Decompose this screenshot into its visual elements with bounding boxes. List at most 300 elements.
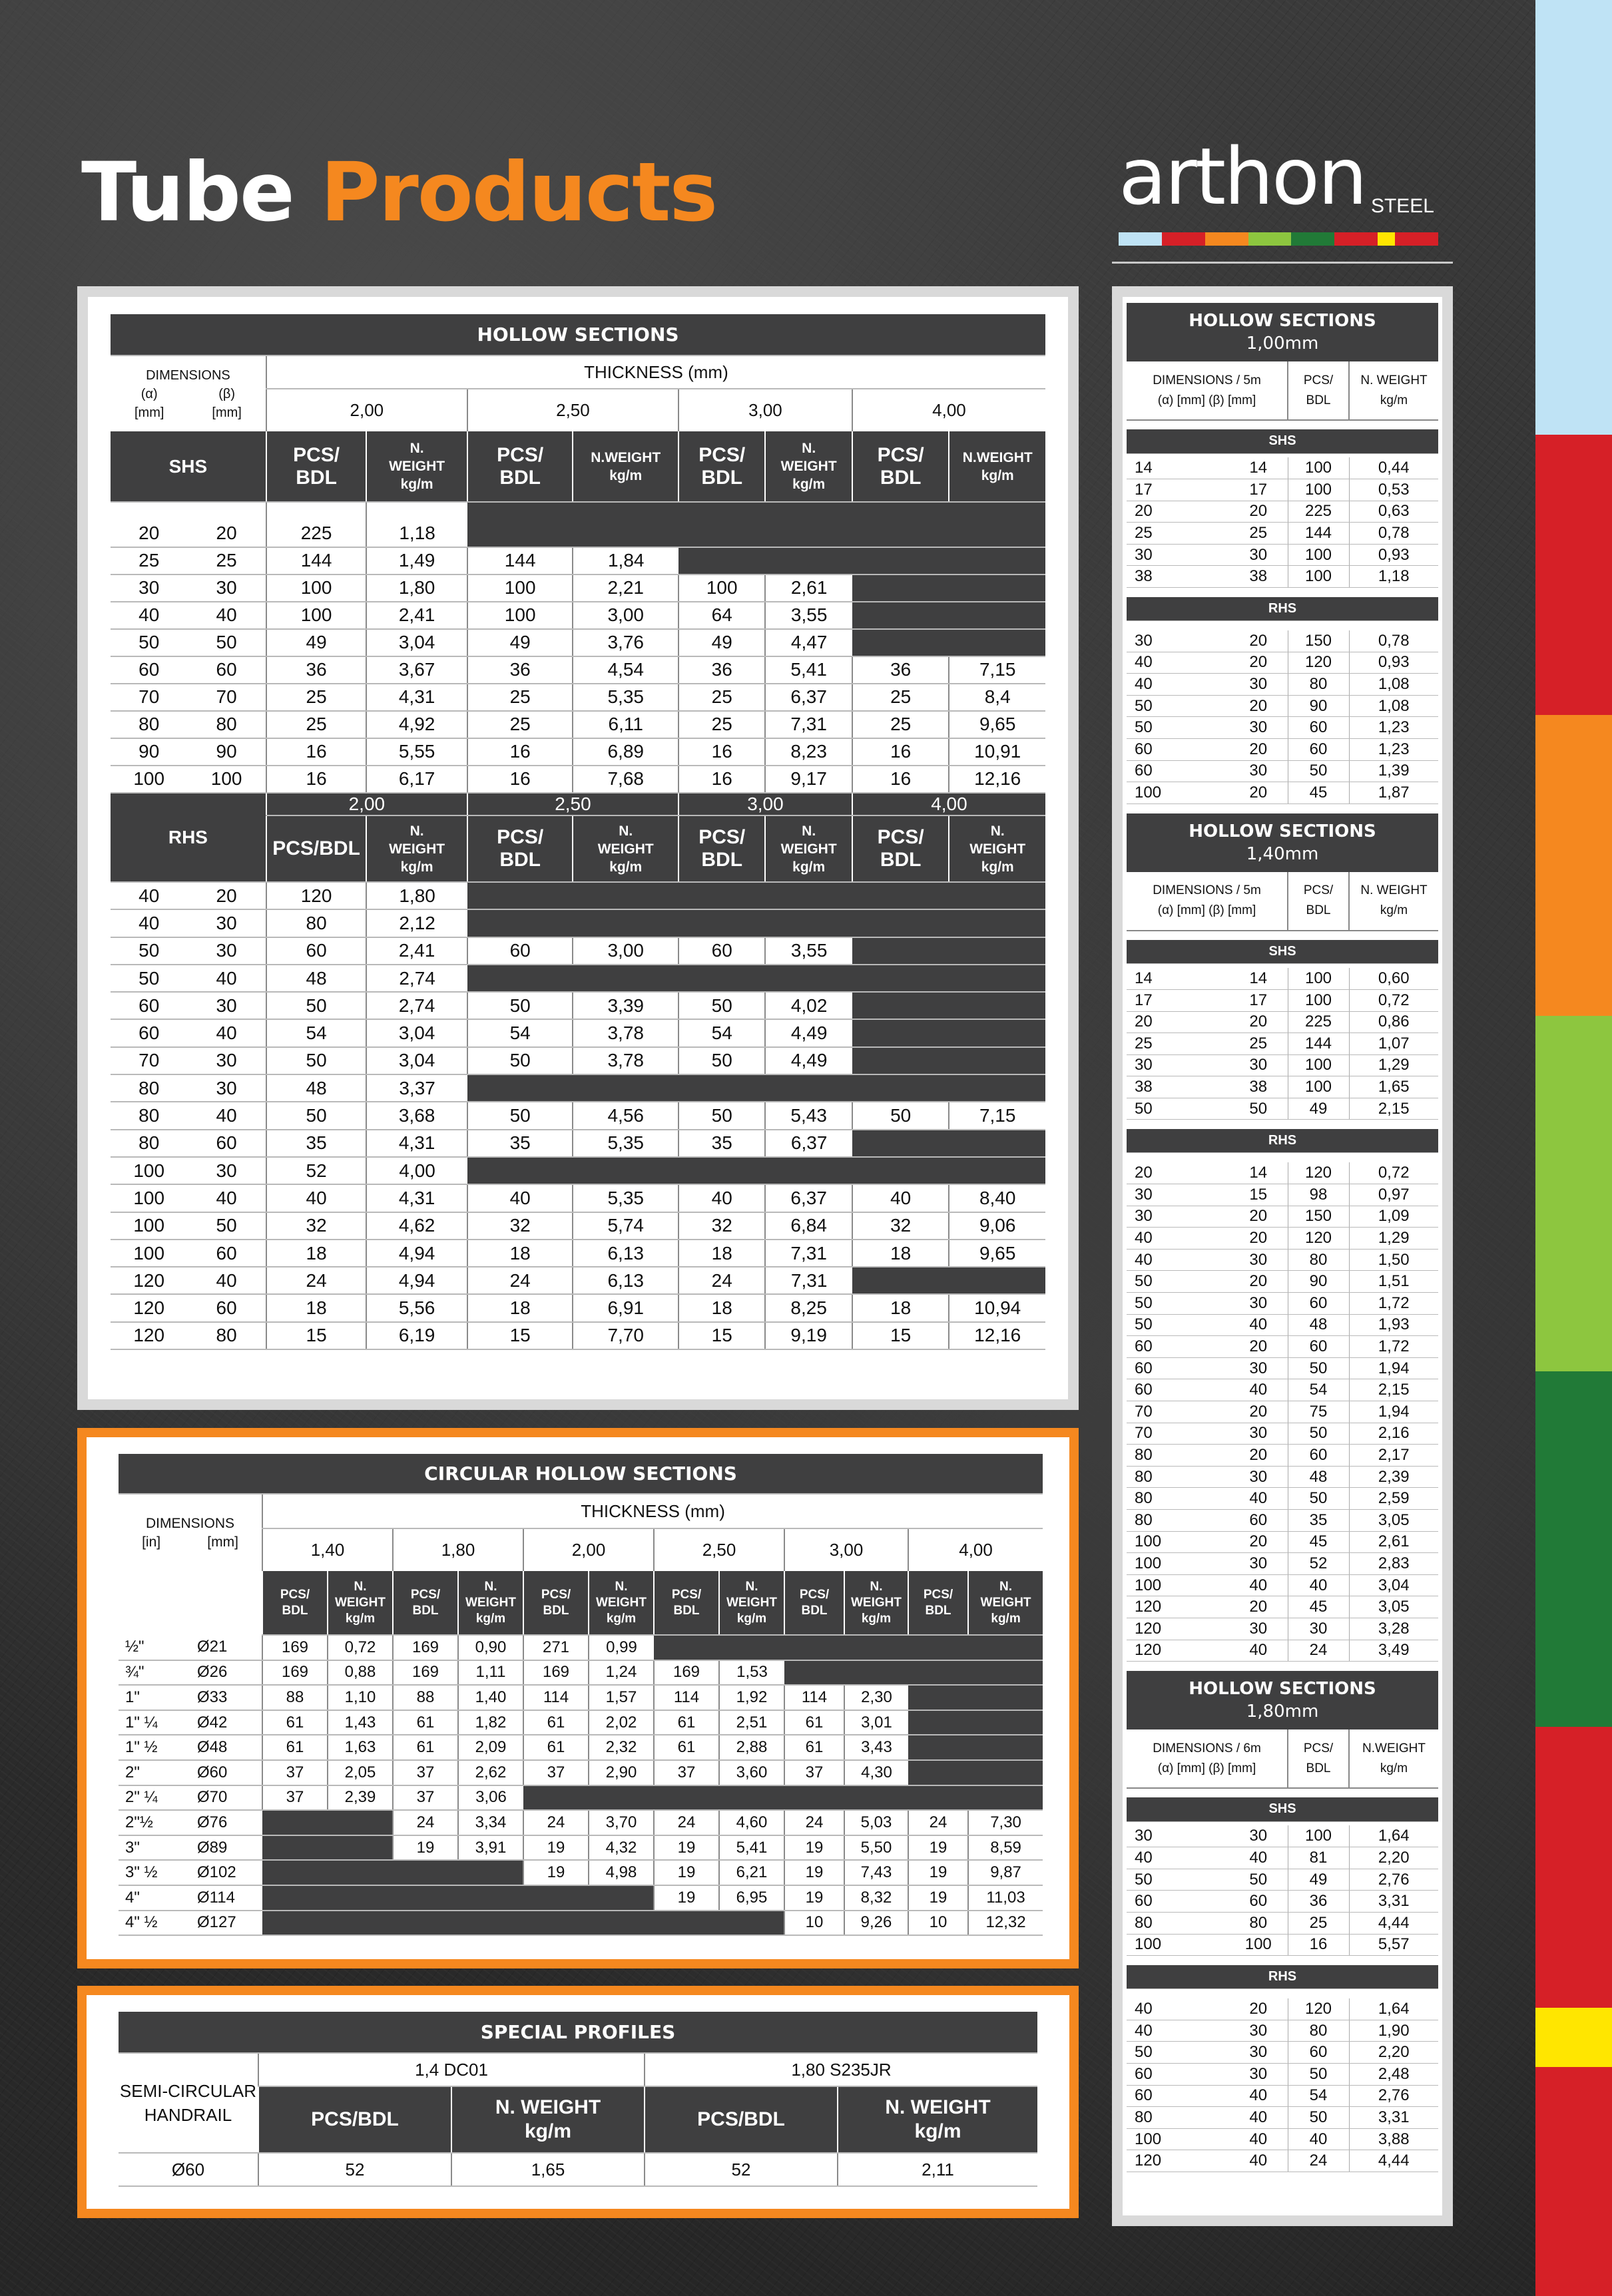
circular-row [119, 1635, 1043, 1660]
shs-cell: 4,47 [765, 629, 852, 656]
circular-cell: Ø114 [190, 1885, 262, 1911]
circular-cell: 3" ½ [119, 1860, 190, 1885]
side-dimensions-header: DIMENSIONS / 5m (α) [mm] (β) [mm] [1127, 872, 1288, 931]
side-cell: 2,17 [1349, 1445, 1438, 1467]
circular-cell: 0,99 [589, 1635, 654, 1660]
circular-row [119, 1760, 1043, 1785]
side-cell: 60 [1288, 717, 1349, 739]
side-cell: 30 [1288, 1618, 1349, 1640]
rhs-cell: 15 [467, 1322, 573, 1349]
rhs-cell: 80 [266, 909, 367, 937]
empty-cell [949, 574, 1045, 602]
side-cell: 40 [1288, 2128, 1349, 2150]
empty-cell [328, 1911, 393, 1936]
circular-cell: 0,90 [458, 1635, 523, 1660]
empty-cell [262, 1860, 328, 1885]
circular-cell: 1,53 [719, 1660, 784, 1686]
rhs-cell: 100 [111, 1212, 187, 1240]
rhs-cell: 120 [111, 1267, 187, 1294]
side-cell: 45 [1288, 1531, 1349, 1553]
side-cell: 50 [1229, 1869, 1288, 1891]
shs-cell: 25 [266, 711, 367, 738]
shs-cell: 64 [678, 602, 765, 629]
circular-cell: 169 [523, 1660, 589, 1686]
shs-cell: 100 [467, 602, 573, 629]
rhs-cell: 7,31 [765, 1240, 852, 1267]
side-cell: 20 [1127, 1162, 1229, 1184]
rhs-row [111, 1074, 1045, 1102]
empty-cell [908, 1635, 968, 1660]
side-cell: 20 [1229, 1596, 1288, 1618]
rhs-col-header: N. WEIGHT kg/m [573, 815, 678, 882]
side-cell: 25 [1229, 523, 1288, 545]
shs-row [111, 684, 1045, 711]
side-cell: 45 [1288, 1596, 1349, 1618]
empty-cell [949, 1130, 1045, 1157]
circular-cell: 37 [784, 1760, 844, 1785]
side-cell: 1,72 [1349, 1293, 1438, 1315]
side-cell: 1,29 [1349, 1054, 1438, 1076]
empty-cell [784, 1635, 844, 1660]
special-weight-header: N. WEIGHT kg/m [451, 2086, 645, 2153]
circular-cell: 24 [523, 1810, 589, 1835]
circular-cell: 3,70 [589, 1810, 654, 1835]
circular-pcs-header: PCS/ BDL [784, 1571, 844, 1635]
shs-cell: 7,31 [765, 711, 852, 738]
empty-cell [852, 547, 949, 574]
shs-cell: 25 [852, 684, 949, 711]
shs-cell: 25 [467, 684, 573, 711]
side-cell: 80 [1127, 1488, 1229, 1510]
rhs-cell: 60 [111, 992, 187, 1019]
rhs-cell: 1,80 [366, 882, 467, 909]
side-cell: 150 [1288, 630, 1349, 652]
side-cell: 1,93 [1349, 1314, 1438, 1336]
rhs-cell: 50 [852, 1102, 949, 1129]
circular-cell: 19 [784, 1835, 844, 1861]
empty-cell [765, 965, 852, 992]
circular-cell: 0,88 [328, 1660, 393, 1686]
stripe-4 [1535, 1016, 1612, 1371]
empty-cell [678, 965, 765, 992]
circular-cell: 19 [523, 1860, 589, 1885]
empty-cell [908, 1735, 968, 1760]
side-group-label: RHS [1127, 1965, 1438, 1989]
color-stripe-bar [1535, 0, 1612, 2296]
side-cell: 60 [1288, 1336, 1349, 1358]
side-cell: 100 [1288, 479, 1349, 501]
side-cell: 1,09 [1349, 1206, 1438, 1228]
shs-cell: 90 [111, 738, 187, 766]
empty-cell [654, 1911, 719, 1936]
empty-cell [589, 1785, 654, 1811]
circular-cell: 61 [654, 1735, 719, 1760]
side-cell: 4,44 [1349, 1913, 1438, 1935]
special-grade-1: 1,4 DC01 [258, 2053, 645, 2086]
side-cell: 100 [1288, 457, 1349, 479]
logo-bar-segment [1205, 232, 1248, 246]
circular-cell: 10 [784, 1911, 844, 1936]
side-cell: 14 [1229, 968, 1288, 990]
circular-cell: 10 [908, 1911, 968, 1936]
rhs-cell: 6,84 [765, 1212, 852, 1240]
side-row [1127, 1336, 1438, 1358]
rhs-cell: 15 [678, 1322, 765, 1349]
rhs-cell: 4,94 [366, 1240, 467, 1267]
circular-row [119, 1860, 1043, 1885]
side-cell: 40 [1229, 1640, 1288, 1662]
rhs-cell: 9,19 [765, 1322, 852, 1349]
rhs-row [111, 1267, 1045, 1294]
rhs-row [111, 992, 1045, 1019]
rhs-col-header: N. WEIGHT kg/m [765, 815, 852, 882]
empty-cell [949, 547, 1045, 574]
circular-thickness-col: 1,80 [393, 1528, 523, 1571]
side-cell: 38 [1127, 1076, 1229, 1098]
shs-cell: 100 [187, 766, 266, 793]
empty-cell [328, 1810, 393, 1835]
side-row [1127, 1314, 1438, 1336]
side-row [1127, 1011, 1438, 1033]
circular-dimensions-header: DIMENSIONS [in] [mm] [142, 1515, 238, 1550]
side-cell: 17 [1229, 479, 1288, 501]
circular-cell: 5,03 [844, 1810, 908, 1835]
logo-steel-label: STEEL [1370, 195, 1434, 217]
side-cell: 24 [1288, 2150, 1349, 2172]
side-cell: 30 [1229, 2042, 1288, 2064]
circular-cell: 4" [119, 1885, 190, 1911]
shs-cell: 16 [467, 766, 573, 793]
shs-cell: 7,68 [573, 766, 678, 793]
shs-cell: 30 [187, 574, 266, 602]
stripe-3 [1535, 715, 1612, 1015]
shs-cell: 225 [266, 502, 367, 547]
side-row [1127, 1445, 1438, 1467]
side-cell: 3,28 [1349, 1618, 1438, 1640]
side-cell: 0,53 [1349, 479, 1438, 501]
side-cell: 2,76 [1349, 1869, 1438, 1891]
side-cell: 60 [1229, 1509, 1288, 1531]
side-cell: 100 [1288, 968, 1349, 990]
circular-cell: 19 [784, 1860, 844, 1885]
shs-cell: 1,80 [366, 574, 467, 602]
circular-cell: 3,01 [844, 1710, 908, 1735]
empty-cell [949, 629, 1045, 656]
logo-bar-segment [1378, 232, 1395, 246]
circular-thickness-col: 1,40 [262, 1528, 393, 1571]
side-cell: 40 [1229, 1488, 1288, 1510]
empty-cell [458, 1860, 523, 1885]
empty-cell [523, 1785, 589, 1811]
empty-cell [589, 1885, 654, 1911]
circular-cell: 19 [654, 1835, 719, 1861]
circular-cell: 37 [393, 1760, 458, 1785]
side-cell: 60 [1288, 2042, 1349, 2064]
rhs-cell: 54 [467, 1019, 573, 1046]
rhs-cell: 120 [111, 1322, 187, 1349]
shs-col-header: PCS/ BDL [852, 431, 949, 502]
circular-cell: Ø21 [190, 1635, 262, 1660]
circular-cell: Ø48 [190, 1735, 262, 1760]
side-cell: 2,83 [1349, 1553, 1438, 1575]
circular-cell: 114 [523, 1685, 589, 1710]
side-cell: 120 [1288, 1998, 1349, 2020]
special-pcs-header: PCS/BDL [645, 2086, 838, 2153]
rhs-cell: 2,74 [366, 992, 467, 1019]
side-cell: 40 [1127, 652, 1229, 674]
side-cell: 0,86 [1349, 1011, 1438, 1033]
side-cell: 40 [1229, 2150, 1288, 2172]
side-cell: 52 [1288, 1553, 1349, 1575]
empty-cell [573, 909, 678, 937]
circular-cell: 1,43 [328, 1710, 393, 1735]
circular-row [119, 1885, 1043, 1911]
rhs-row [111, 965, 1045, 992]
side-cell: 50 [1127, 1869, 1229, 1891]
shs-cell: 3,55 [765, 602, 852, 629]
rhs-cell: 12,16 [949, 1322, 1045, 1349]
side-pcs-header: PCS/ BDL [1288, 872, 1349, 931]
side-cell: 1,94 [1349, 1401, 1438, 1423]
empty-cell [262, 1885, 328, 1911]
empty-cell [458, 1911, 523, 1936]
rhs-row [111, 1240, 1045, 1267]
rhs-cell: 50 [467, 1047, 573, 1074]
rhs-cell: 100 [111, 1240, 187, 1267]
side-cell: 100 [1127, 782, 1229, 804]
special-weight-header: N. WEIGHT kg/m [838, 2086, 1037, 2153]
side-cell: 20 [1229, 739, 1288, 761]
side-cell: 80 [1127, 1509, 1229, 1531]
side-row [1127, 989, 1438, 1011]
empty-cell [949, 1157, 1045, 1184]
circular-cell: 169 [262, 1660, 328, 1686]
shs-cell: 36 [678, 656, 765, 684]
side-cell: 2,20 [1349, 2042, 1438, 2064]
rhs-cell: 3,68 [366, 1102, 467, 1129]
empty-cell [968, 1710, 1043, 1735]
side-cell: 48 [1288, 1314, 1349, 1336]
empty-cell [573, 965, 678, 992]
logo-color-bar [1119, 232, 1438, 246]
shs-cell: 3,76 [573, 629, 678, 656]
side-cell: 1,29 [1349, 1228, 1438, 1250]
circular-cell: 169 [654, 1660, 719, 1686]
circular-weight-header: N. WEIGHT kg/m [968, 1571, 1043, 1635]
shs-cell: 1,84 [573, 547, 678, 574]
circular-cell: 9,26 [844, 1911, 908, 1936]
special-profiles-panel [77, 1986, 1079, 2218]
side-row [1127, 1357, 1438, 1379]
rhs-thickness-col: 2,00 [266, 793, 467, 815]
rhs-cell: 50 [187, 1212, 266, 1240]
empty-cell [968, 1760, 1043, 1785]
circular-cell: 169 [393, 1635, 458, 1660]
circular-thickness-label: THICKNESS (mm) [262, 1494, 1043, 1528]
rhs-cell: 30 [187, 937, 266, 965]
rhs-cell: 15 [266, 1322, 367, 1349]
circular-row [119, 1685, 1043, 1710]
circular-cell: 3,60 [719, 1760, 784, 1785]
side-cell: 40 [1127, 1249, 1229, 1271]
side-row [1127, 1162, 1438, 1184]
side-row [1127, 2085, 1438, 2107]
side-row [1127, 739, 1438, 761]
rhs-cell: 24 [467, 1267, 573, 1294]
side-group-label: SHS [1127, 940, 1438, 964]
circular-cell: 6,21 [719, 1860, 784, 1885]
side-cell: 25 [1127, 523, 1229, 545]
side-block [1127, 813, 1438, 1662]
rhs-cell: 4,00 [366, 1157, 467, 1184]
side-cell: 1,07 [1349, 1033, 1438, 1055]
circular-cell: Ø76 [190, 1810, 262, 1835]
circular-cell: 8,59 [968, 1835, 1043, 1861]
circular-cell: Ø102 [190, 1860, 262, 1885]
side-row [1127, 1076, 1438, 1098]
side-row [1127, 1206, 1438, 1228]
side-row [1127, 630, 1438, 652]
empty-cell [949, 882, 1045, 909]
side-cell: 30 [1127, 1054, 1229, 1076]
side-cell: 20 [1127, 1011, 1229, 1033]
side-dimensions-header: DIMENSIONS / 6m (α) [mm] (β) [mm] [1127, 1729, 1288, 1788]
rhs-cell: 4,31 [366, 1130, 467, 1157]
empty-cell [852, 602, 949, 629]
circular-cell: 88 [262, 1685, 328, 1710]
rhs-row [111, 1157, 1045, 1184]
rhs-cell: 9,65 [949, 1240, 1045, 1267]
circular-weight-header: N. WEIGHT kg/m [589, 1571, 654, 1635]
rhs-cell: 50 [266, 1047, 367, 1074]
circular-cell: 19 [784, 1885, 844, 1911]
empty-cell [765, 1074, 852, 1102]
rhs-row [111, 909, 1045, 937]
circular-cell: 37 [262, 1785, 328, 1811]
side-cell: 100 [1288, 1076, 1349, 1098]
empty-cell [262, 1810, 328, 1835]
empty-cell [467, 882, 573, 909]
empty-cell [765, 547, 852, 574]
empty-cell [852, 882, 949, 909]
rhs-cell: 6,13 [573, 1240, 678, 1267]
shs-cell: 90 [187, 738, 266, 766]
side-cell: 50 [1127, 1314, 1229, 1336]
side-cell: 2,61 [1349, 1531, 1438, 1553]
side-group-label: SHS [1127, 1797, 1438, 1821]
side-cell: 54 [1288, 1379, 1349, 1401]
shs-cell: 36 [266, 656, 367, 684]
empty-cell [844, 1785, 908, 1811]
side-cell: 60 [1288, 1293, 1349, 1315]
empty-cell [852, 937, 949, 965]
rhs-cell: 35 [678, 1130, 765, 1157]
empty-cell [908, 1760, 968, 1785]
side-cell: 20 [1229, 1531, 1288, 1553]
side-cell: 20 [1229, 630, 1288, 652]
empty-cell [393, 1860, 458, 1885]
circular-cell: Ø127 [190, 1911, 262, 1936]
shs-cell: 2,21 [573, 574, 678, 602]
rhs-cell: 60 [266, 937, 367, 965]
stripe-7 [1535, 2008, 1612, 2067]
rhs-cell: 15 [852, 1322, 949, 1349]
side-cell: 100 [1288, 544, 1349, 566]
shs-cell: 1,18 [366, 502, 467, 547]
circular-cell: 9,87 [968, 1860, 1043, 1885]
circular-cell: 7,43 [844, 1860, 908, 1885]
empty-cell [908, 1685, 968, 1710]
side-cell: 3,04 [1349, 1574, 1438, 1596]
empty-cell [968, 1735, 1043, 1760]
rhs-row [111, 1184, 1045, 1212]
rhs-cell: 40 [187, 1102, 266, 1129]
side-group-label: RHS [1127, 597, 1438, 621]
side-cell: 90 [1288, 695, 1349, 717]
rhs-cell: 6,37 [765, 1130, 852, 1157]
rhs-cell: 6,13 [573, 1267, 678, 1294]
empty-cell [678, 1157, 765, 1184]
side-cell: 120 [1288, 652, 1349, 674]
shs-cell: 7,15 [949, 656, 1045, 684]
side-cell: 50 [1288, 2063, 1349, 2085]
shs-col-header: N.WEIGHT kg/m [573, 431, 678, 502]
shs-row [111, 711, 1045, 738]
rhs-cell: 9,06 [949, 1212, 1045, 1240]
hollow-thickness-col: 3,00 [678, 389, 852, 431]
empty-cell [719, 1635, 784, 1660]
circular-thickness-col: 2,50 [654, 1528, 784, 1571]
circular-cell: 37 [393, 1785, 458, 1811]
logo-bar-segment [1334, 232, 1378, 246]
side-cell: 80 [1229, 1913, 1288, 1935]
circular-cell: 2,39 [328, 1785, 393, 1811]
circular-cell: 37 [262, 1760, 328, 1785]
shs-cell: 25 [678, 684, 765, 711]
side-cell: 2,59 [1349, 1488, 1438, 1510]
circular-cell: 4,98 [589, 1860, 654, 1885]
special-cell: 2,11 [838, 2153, 1037, 2186]
circular-cell: 2" ¼ [119, 1785, 190, 1811]
side-cell: 60 [1127, 2063, 1229, 2085]
circular-row [119, 1735, 1043, 1760]
shs-cell: 16 [678, 766, 765, 793]
side-row [1127, 1249, 1438, 1271]
empty-cell [949, 1047, 1045, 1074]
rhs-cell: 8,25 [765, 1294, 852, 1321]
rhs-cell: 50 [111, 965, 187, 992]
side-cell: 225 [1288, 501, 1349, 523]
empty-cell [784, 1660, 844, 1686]
side-cell: 60 [1127, 1336, 1229, 1358]
rhs-cell: 3,04 [366, 1047, 467, 1074]
side-cell: 120 [1127, 1640, 1229, 1662]
logo-bar-segment [1162, 232, 1205, 246]
side-cell: 16 [1288, 1934, 1349, 1956]
side-row [1127, 1293, 1438, 1315]
rhs-row [111, 1294, 1045, 1321]
special-cell: 52 [258, 2153, 451, 2186]
side-cell: 54 [1288, 2085, 1349, 2107]
circular-cell: 2,62 [458, 1760, 523, 1785]
side-cell: 24 [1288, 1640, 1349, 1662]
side-cell: 36 [1288, 1891, 1349, 1913]
rhs-thickness-col: 3,00 [678, 793, 852, 815]
circular-thickness-col: 3,00 [784, 1528, 908, 1571]
shs-cell: 8,4 [949, 684, 1045, 711]
shs-col-header: N. WEIGHT kg/m [366, 431, 467, 502]
logo-bar-segment [1291, 232, 1334, 246]
